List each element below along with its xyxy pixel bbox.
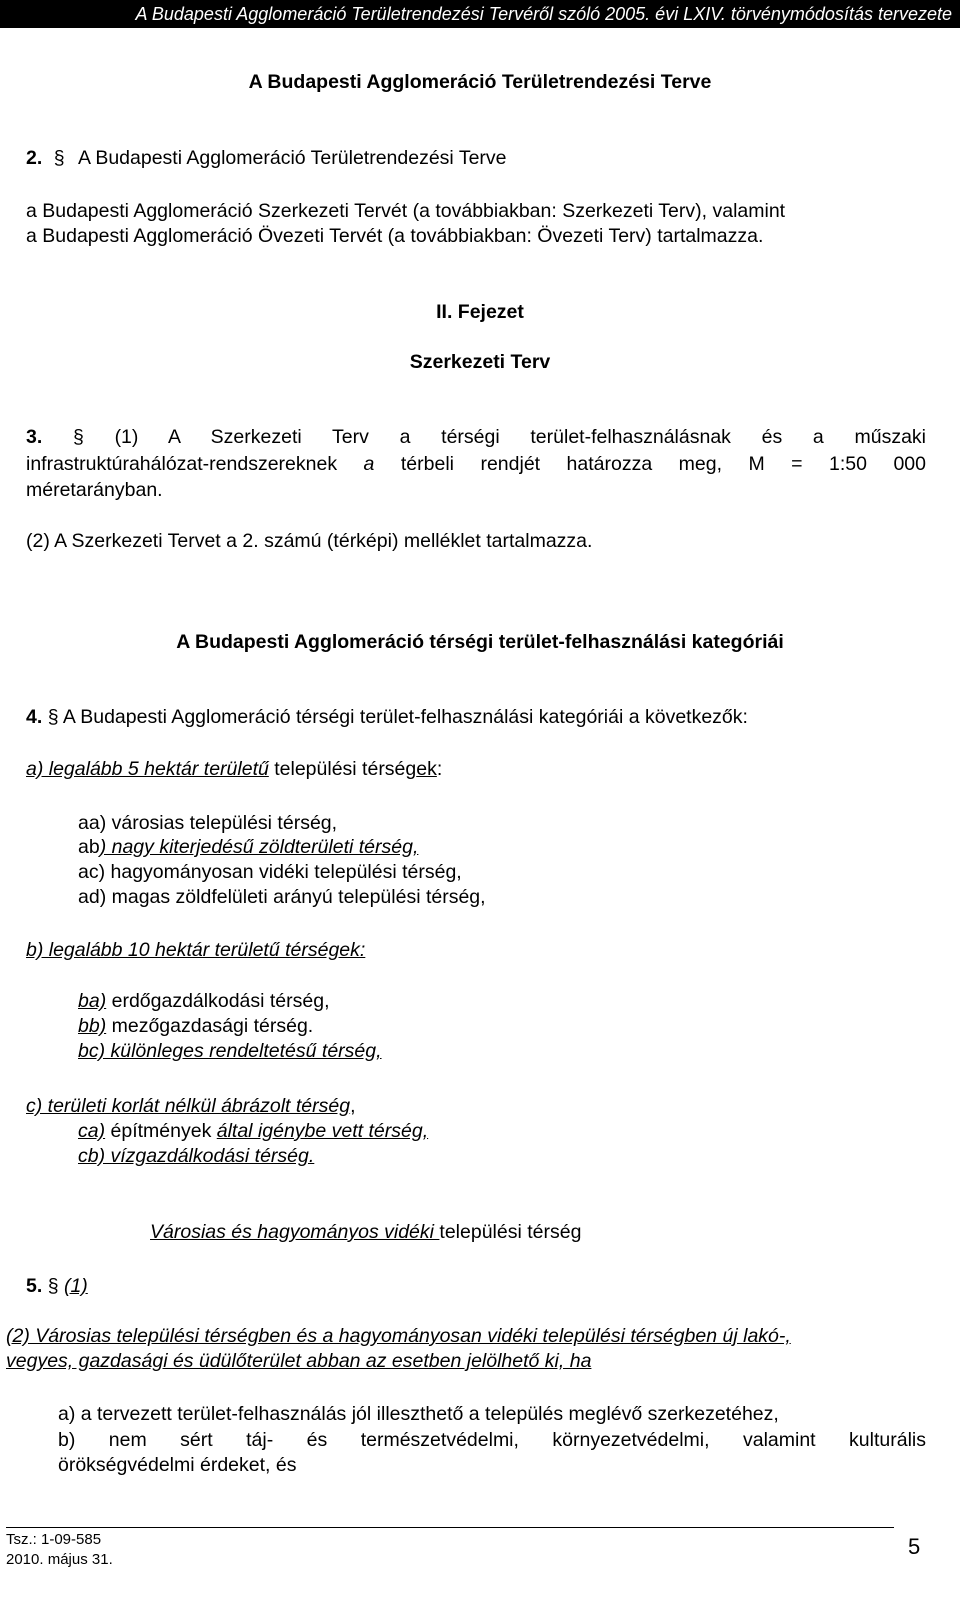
paragraph-sign-link[interactable]: § xyxy=(47,1275,59,1297)
paragraph-sign-link[interactable]: § xyxy=(72,426,84,448)
item-ca-label: ca) xyxy=(78,1120,106,1142)
categories-heading: A Budapesti Agglomeráció térségi terület-felhasználási kategóriái xyxy=(176,631,784,653)
paragraph-sign-link[interactable]: § xyxy=(47,706,59,728)
item-ba xyxy=(78,989,330,1014)
footer-date: 2010. május 31. xyxy=(6,1551,113,1568)
section-4-intro xyxy=(26,705,748,730)
item-a-mid: települési térség xyxy=(268,758,417,780)
running-header xyxy=(0,0,960,28)
condition-b-line-1: b) nem sért táj- és természetvédelmi, környezetvédelmi, valamint kulturális xyxy=(58,1429,926,1451)
item-ab-prefix: ab xyxy=(78,836,100,858)
section-3-paragraph-2: (2) A Szerkezeti Tervet a 2. számú (térképi) melléklet tartalmazza. xyxy=(26,530,593,552)
item-bb xyxy=(78,1014,313,1039)
section-3-text-1: (1) A Szerkezeti Terv a térségi terület-felhasználásnak és a műszaki xyxy=(114,426,926,448)
item-ac: ac) hagyományosan vidéki települési térség, xyxy=(78,861,462,883)
section-4-intro-text: A Budapesti Agglomeráció térségi terület-felhasználási kategóriái a következők: xyxy=(62,706,748,728)
chapter-number: II. Fejezet xyxy=(436,301,524,323)
item-bb-text: mezőgazdasági térség. xyxy=(106,1015,314,1037)
paragraph-sign-link[interactable]: § xyxy=(53,147,65,169)
section-5-paragraph-2-line-2: vegyes, gazdasági és üdülőterület abban az esetben jelölhető ki, ha xyxy=(6,1350,592,1372)
footer-divider xyxy=(6,1527,894,1528)
condition-a: a) a tervezett terület-felhasználás jól illeszthető a település meglévő szerkezetéhez, xyxy=(58,1403,779,1425)
section-3-number: 3. xyxy=(26,426,43,448)
item-ad: ad) magas zöldfelületi arányú települési térség, xyxy=(78,886,486,908)
section-5-number: 5. xyxy=(26,1275,43,1297)
section-2-number: 2. xyxy=(26,147,43,169)
item-c xyxy=(6,1094,356,1119)
item-a-label: a) legalább 5 hektár területű xyxy=(26,758,269,780)
item-ca-text: által igénybe vett térség, xyxy=(216,1120,429,1142)
item-cb: cb) vízgazdálkodási térség. xyxy=(78,1145,315,1167)
section-3-line-1 xyxy=(26,425,926,450)
footer-reference: Tsz.: 1-09-585 xyxy=(6,1531,102,1548)
item-a-colon: : xyxy=(436,758,443,780)
condition-b-line-2: örökségvédelmi érdeket, és xyxy=(58,1454,297,1476)
section-4-number: 4. xyxy=(26,706,43,728)
item-a xyxy=(26,757,442,782)
section-2-title: A Budapesti Agglomeráció Területrendezési Terve xyxy=(77,147,507,169)
item-c-text: c) területi korlát nélkül ábrázolt térség xyxy=(26,1095,351,1117)
section-2-line-1: a Budapesti Agglomeráció Szerkezeti Tervét (a továbbiakban: Szerkezeti Terv), valamint xyxy=(26,200,786,222)
item-bc: bc) különleges rendeltetésű térség, xyxy=(78,1040,382,1062)
section-5-paragraph-1: (1) xyxy=(63,1275,88,1297)
section-5-heading xyxy=(26,1274,88,1299)
section-title: A Budapesti Agglomeráció Területrendezési Terve xyxy=(248,71,712,93)
section-3-text-2b: a xyxy=(363,453,375,475)
item-ba-label: ba) xyxy=(78,990,107,1012)
section-5-paragraph-2-line-1: (2) Városias települési térségben és a hagyományosan vidéki települési térségben új lakó-, xyxy=(6,1325,791,1347)
item-ab xyxy=(78,835,418,860)
section-3-text-2c: térbeli rendjét határozza meg, M = 1:50 000 xyxy=(374,453,926,475)
section-3-line-2 xyxy=(26,452,926,477)
running-header-text: A Budapesti Agglomeráció Területrendezési Tervéről szóló 2005. évi LXIV. törvénymódosítás tervezete xyxy=(135,4,952,24)
section-3-line-3: méretarányban. xyxy=(26,479,163,501)
item-bb-label: bb) xyxy=(78,1015,107,1037)
chapter-title: Szerkezeti Terv xyxy=(409,351,551,373)
page-number: 5 xyxy=(908,1534,921,1559)
item-ca-mid: építmények xyxy=(105,1120,217,1142)
section-2-line-2: a Budapesti Agglomeráció Övezeti Tervét (a továbbiakban: Övezeti Terv) tartalmazza. xyxy=(26,225,764,247)
item-ab-text: ) nagy kiterjedésű zöldterületi térség, xyxy=(99,836,419,858)
item-a-suffix: ek xyxy=(416,758,437,780)
settlement-heading-underlined: Városias és hagyományos vidéki xyxy=(150,1221,440,1243)
item-ba-text: erdőgazdálkodási térség, xyxy=(106,990,330,1012)
item-aa: aa) városias települési térség, xyxy=(78,812,338,834)
item-b: b) legalább 10 hektár területű térségek: xyxy=(26,939,366,961)
section-2-heading xyxy=(26,146,507,171)
item-ca xyxy=(78,1119,428,1144)
settlement-heading xyxy=(150,1220,581,1245)
item-c-comma: , xyxy=(350,1095,356,1117)
section-3-text-2a: infrastruktúrahálózat-rendszereknek xyxy=(26,453,364,475)
settlement-heading-rest: települési térség xyxy=(439,1221,582,1243)
